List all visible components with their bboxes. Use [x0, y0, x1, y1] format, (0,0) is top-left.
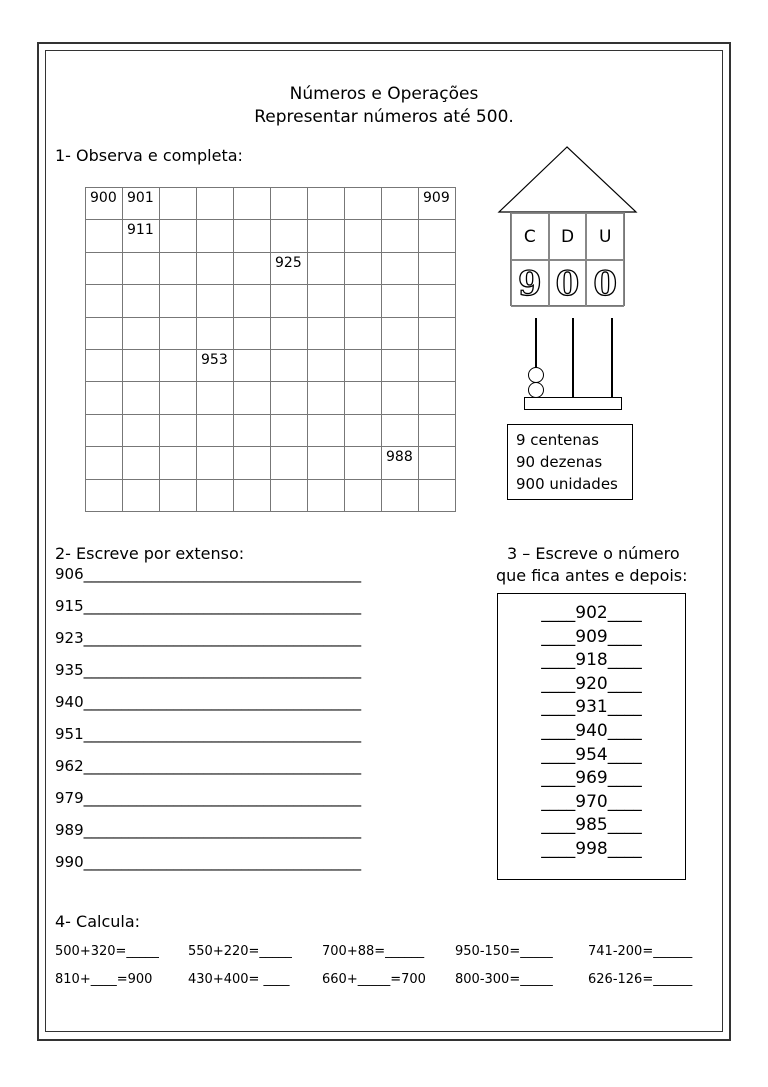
digit-d: 0	[549, 260, 587, 307]
grid-cell[interactable]	[345, 414, 382, 446]
write-out-line[interactable]: 935_____________________________________	[55, 661, 362, 679]
grid-cell[interactable]	[382, 252, 419, 284]
grid-cell[interactable]	[197, 220, 234, 252]
grid-cell[interactable]	[160, 382, 197, 414]
grid-cell[interactable]	[382, 479, 419, 511]
grid-cell[interactable]	[271, 447, 308, 479]
abacus-rod-d	[572, 318, 574, 398]
grid-cell[interactable]	[123, 479, 160, 511]
grid-cell[interactable]	[123, 252, 160, 284]
grid-cell[interactable]	[419, 317, 456, 349]
grid-row	[86, 188, 456, 220]
info-line: 90 dezenas	[516, 453, 603, 471]
abacus-bead	[528, 367, 544, 383]
grid-cell[interactable]	[382, 220, 419, 252]
before-after-item[interactable]: ____931____	[541, 697, 642, 718]
header-u: U	[586, 213, 624, 260]
grid-cell[interactable]	[382, 285, 419, 317]
grid-cell[interactable]	[160, 414, 197, 446]
calc-exercise[interactable]: 700+88=______	[322, 944, 425, 959]
grid-cell[interactable]	[271, 285, 308, 317]
write-out-line[interactable]: 940_____________________________________	[55, 693, 362, 711]
grid-cell[interactable]	[308, 188, 345, 220]
grid-cell[interactable]	[345, 252, 382, 284]
grid-cell[interactable]	[123, 349, 160, 381]
grid-cell[interactable]	[123, 285, 160, 317]
abacus-bead	[528, 382, 544, 398]
grid-cell[interactable]	[308, 479, 345, 511]
grid-cell[interactable]	[419, 382, 456, 414]
grid-cell[interactable]	[345, 285, 382, 317]
grid-cell[interactable]	[419, 349, 456, 381]
write-out-line[interactable]: 962_____________________________________	[55, 757, 362, 775]
info-line: 9 centenas	[516, 431, 599, 449]
grid-cell[interactable]	[382, 414, 419, 446]
grid-cell[interactable]	[197, 479, 234, 511]
grid-cell[interactable]	[382, 349, 419, 381]
grid-cell: 900	[86, 188, 123, 220]
abacus-base	[524, 397, 622, 410]
grid-cell: 911	[123, 220, 160, 252]
page-subtitle: Representar números até 500.	[254, 107, 514, 127]
grid-cell[interactable]	[234, 479, 271, 511]
grid-cell[interactable]	[86, 479, 123, 511]
calc-exercise[interactable]: 800-300=_____	[455, 972, 553, 987]
before-after-box	[497, 593, 686, 880]
grid-cell[interactable]	[160, 252, 197, 284]
page-title: Números e Operações	[289, 84, 479, 104]
grid-row	[86, 317, 456, 349]
grid-cell[interactable]	[308, 285, 345, 317]
write-out-line[interactable]: 915_____________________________________	[55, 597, 362, 615]
grid-cell[interactable]	[123, 317, 160, 349]
grid-row	[86, 252, 456, 284]
grid-cell[interactable]	[197, 285, 234, 317]
number-grid	[85, 187, 456, 512]
grid-cell[interactable]	[123, 382, 160, 414]
grid-cell[interactable]	[345, 317, 382, 349]
grid-cell[interactable]	[419, 285, 456, 317]
calc-exercise[interactable]: 741-200=______	[588, 944, 693, 959]
grid-cell[interactable]	[419, 414, 456, 446]
abacus-rod-u	[611, 318, 613, 398]
calc-exercise[interactable]: 950-150=_____	[455, 944, 553, 959]
grid-cell: 925	[271, 252, 308, 284]
grid-cell[interactable]	[234, 414, 271, 446]
grid-cell[interactable]	[234, 285, 271, 317]
before-after-item[interactable]: ____920____	[541, 673, 642, 694]
grid-cell[interactable]	[308, 447, 345, 479]
before-after-item[interactable]: ____954____	[541, 744, 642, 765]
grid-cell[interactable]	[308, 414, 345, 446]
grid-row	[86, 285, 456, 317]
grid-cell[interactable]	[86, 285, 123, 317]
grid-cell[interactable]	[382, 188, 419, 220]
before-after-item[interactable]: ____985____	[541, 815, 642, 836]
grid-cell[interactable]	[308, 317, 345, 349]
info-box	[507, 424, 633, 500]
write-out-line[interactable]: 989_____________________________________	[55, 821, 362, 839]
grid-cell[interactable]	[419, 252, 456, 284]
grid-cell[interactable]	[234, 447, 271, 479]
grid-cell[interactable]	[160, 220, 197, 252]
grid-cell[interactable]	[271, 188, 308, 220]
grid-cell[interactable]	[197, 382, 234, 414]
grid-cell[interactable]	[160, 285, 197, 317]
write-out-line[interactable]: 990_____________________________________	[55, 853, 362, 871]
grid-row	[86, 382, 456, 414]
before-after-item[interactable]: ____940____	[541, 720, 642, 741]
grid-cell[interactable]	[419, 479, 456, 511]
grid-cell[interactable]	[160, 479, 197, 511]
section4-label: 4- Calcula:	[55, 912, 141, 931]
section2-label: 2- Escreve por extenso:	[55, 544, 245, 563]
house-roof-icon	[495, 144, 640, 214]
grid-cell[interactable]	[345, 447, 382, 479]
write-out-line[interactable]: 923_____________________________________	[55, 629, 362, 647]
grid-row	[86, 447, 456, 479]
digit-u: 0	[586, 260, 624, 307]
grid-cell[interactable]	[419, 220, 456, 252]
before-after-item[interactable]: ____970____	[541, 791, 642, 812]
grid-cell[interactable]	[271, 382, 308, 414]
grid-cell[interactable]	[271, 349, 308, 381]
write-out-line[interactable]: 979_____________________________________	[55, 789, 362, 807]
section3-label-1: 3 – Escreve o número	[507, 544, 680, 563]
grid-cell[interactable]	[271, 479, 308, 511]
calc-exercise[interactable]: 810+____=900	[55, 972, 153, 987]
grid-row	[86, 414, 456, 446]
grid-cell[interactable]	[160, 447, 197, 479]
before-after-item[interactable]: ____998____	[541, 838, 642, 859]
grid-cell[interactable]	[234, 349, 271, 381]
grid-cell[interactable]	[86, 349, 123, 381]
grid-cell[interactable]	[86, 382, 123, 414]
grid-cell[interactable]	[197, 317, 234, 349]
grid-cell[interactable]	[86, 447, 123, 479]
grid-cell[interactable]	[345, 382, 382, 414]
grid-cell[interactable]	[234, 188, 271, 220]
grid-cell[interactable]	[234, 220, 271, 252]
grid-cell: 901	[123, 188, 160, 220]
grid-cell[interactable]	[197, 414, 234, 446]
grid-cell[interactable]	[345, 188, 382, 220]
calc-exercise[interactable]: 550+220=_____	[188, 944, 292, 959]
grid-cell[interactable]	[308, 220, 345, 252]
grid-cell[interactable]	[382, 317, 419, 349]
write-out-line[interactable]: 906_____________________________________	[55, 565, 362, 583]
grid-cell[interactable]	[308, 382, 345, 414]
grid-row	[86, 479, 456, 511]
calc-exercise[interactable]: 430+400= ____	[188, 972, 290, 987]
calc-exercise[interactable]: 500+320=_____	[55, 944, 159, 959]
before-after-item[interactable]: ____902____	[541, 603, 642, 623]
before-after-item[interactable]: ____909____	[541, 626, 642, 647]
grid-cell[interactable]	[197, 447, 234, 479]
grid-row	[86, 349, 456, 381]
grid-cell: 988	[382, 447, 419, 479]
grid-cell[interactable]	[86, 317, 123, 349]
before-after-item[interactable]: ____918____	[541, 650, 642, 671]
grid-cell[interactable]	[271, 317, 308, 349]
grid-cell: 953	[197, 349, 234, 381]
grid-cell[interactable]	[197, 252, 234, 284]
grid-cell[interactable]	[234, 317, 271, 349]
grid-cell[interactable]	[234, 252, 271, 284]
grid-cell[interactable]	[271, 220, 308, 252]
grid-cell[interactable]	[160, 188, 197, 220]
section1-label: 1- Observa e completa:	[55, 146, 243, 165]
grid-cell[interactable]	[123, 414, 160, 446]
grid-cell: 909	[419, 188, 456, 220]
header-c: C	[511, 213, 549, 260]
calc-exercise[interactable]: 626-126=______	[588, 972, 693, 987]
grid-cell[interactable]	[345, 479, 382, 511]
write-out-line[interactable]: 951_____________________________________	[55, 725, 362, 743]
grid-cell[interactable]	[160, 349, 197, 381]
grid-row	[86, 220, 456, 252]
calc-exercise[interactable]: 660+_____=700	[322, 972, 426, 987]
grid-cell[interactable]	[234, 382, 271, 414]
place-value-table	[510, 212, 625, 306]
grid-cell[interactable]	[345, 349, 382, 381]
grid-cell[interactable]	[197, 188, 234, 220]
grid-cell[interactable]	[86, 252, 123, 284]
section3-label-2: que fica antes e depois:	[496, 566, 688, 585]
digit-c: 9	[511, 260, 549, 307]
grid-cell[interactable]	[86, 220, 123, 252]
header-d: D	[549, 213, 587, 260]
grid-cell[interactable]	[345, 220, 382, 252]
grid-cell[interactable]	[160, 317, 197, 349]
grid-cell[interactable]	[271, 414, 308, 446]
before-after-item[interactable]: ____969____	[541, 768, 642, 789]
grid-cell[interactable]	[308, 349, 345, 381]
grid-cell[interactable]	[308, 252, 345, 284]
grid-cell[interactable]	[86, 414, 123, 446]
grid-cell[interactable]	[419, 447, 456, 479]
info-line: 900 unidades	[516, 475, 618, 493]
grid-cell[interactable]	[382, 382, 419, 414]
grid-cell[interactable]	[123, 447, 160, 479]
